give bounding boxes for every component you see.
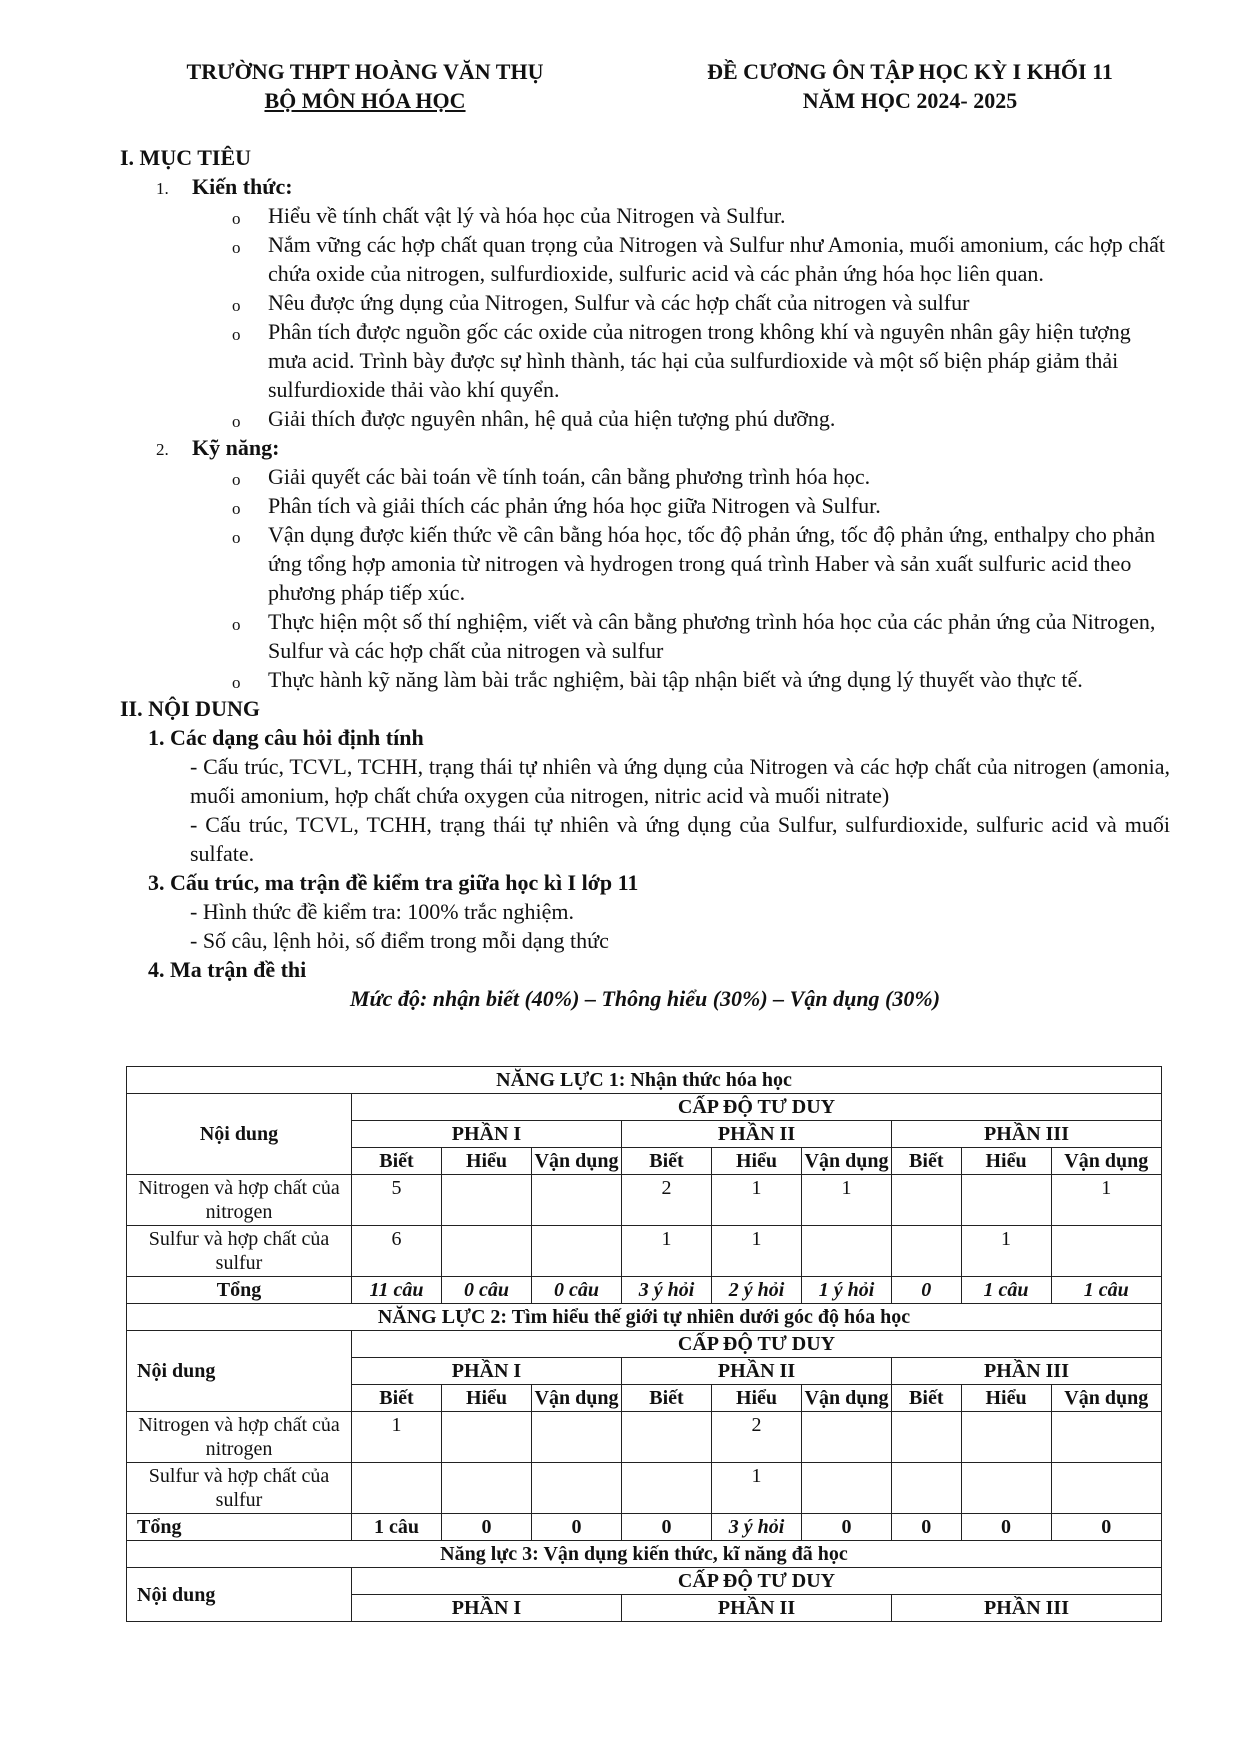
table-cell: 2 <box>622 1175 712 1226</box>
list-item: o Nắm vững các hợp chất quan trọng của Nitrogen và Sulfur như Amonia, muối amonium, các hợp chất chứa oxide của nitrogen, sulfurdioxide, sulfuric acid và các phản ứng hóa học liên quan. <box>232 232 1165 286</box>
table-cell <box>892 1463 962 1514</box>
table-row <box>127 1412 1162 1463</box>
table-row <box>127 1331 1162 1358</box>
total-cell: 11 câu <box>352 1277 442 1304</box>
qualitative-line-2: - Cấu trúc, TCVL, TCHH, trạng thái tự nhiên và ứng dụng của Sulfur, sulfurdioxide, sulfuric acid và muối sulfate. <box>190 812 1170 866</box>
level-header: CẤP ĐỘ TƯ DUY <box>352 1331 1162 1358</box>
level-apply: Vận dụng <box>1051 1385 1161 1412</box>
table-row <box>127 1541 1162 1568</box>
total-cell: 0 câu <box>532 1277 622 1304</box>
table-cell <box>352 1463 442 1514</box>
table-row <box>127 1463 1162 1514</box>
total-cell: 0 câu <box>442 1277 532 1304</box>
table-cell: 1 <box>622 1226 712 1277</box>
bullet-icon: o <box>232 499 241 518</box>
part-1-header: PHẦN I <box>352 1121 622 1148</box>
level-know: Biết <box>892 1148 962 1175</box>
total-cell: 0 <box>892 1514 962 1541</box>
subsection-structure-title: 3. Cấu trúc, ma trận đề kiểm tra giữa học kì I lớp 11 <box>148 870 639 895</box>
bullet-icon: o <box>232 325 241 344</box>
table-cell: 1 <box>961 1226 1051 1277</box>
level-know: Biết <box>352 1148 442 1175</box>
level-apply: Vận dụng <box>532 1385 622 1412</box>
table-row <box>127 1514 1162 1541</box>
subsection-qualitative-title: 1. Các dạng câu hỏi định tính <box>148 725 424 750</box>
table-cell <box>442 1463 532 1514</box>
table-cell <box>532 1463 622 1514</box>
total-cell: 0 <box>442 1514 532 1541</box>
header-right <box>640 57 1180 115</box>
bullet-icon: o <box>232 528 241 547</box>
table-row <box>127 1277 1162 1304</box>
total-cell: 0 <box>802 1514 892 1541</box>
level-apply: Vận dụng <box>532 1148 622 1175</box>
document-title: ĐỀ CƯƠNG ÔN TẬP HỌC KỲ I KHỐI 11 <box>707 59 1113 84</box>
list-item: o Phân tích được nguồn gốc các oxide của nitrogen trong không khí và nguyên nhân gây hiện tượng mưa acid. Trình bày được sự hình thành, tác hại của sulfurdioxide và một số biện pháp giảm thải sulfurdioxide thải vào khí quyển. <box>232 319 1131 402</box>
level-apply: Vận dụng <box>1051 1148 1161 1175</box>
knowledge-heading <box>120 172 1170 201</box>
list-item: o Thực hành kỹ năng làm bài trắc nghiệm, bài tập nhận biết và ứng dụng lý thuyết vào thực tế. <box>268 665 1170 694</box>
part-3-header: PHẦN III <box>892 1595 1162 1622</box>
table-cell: 1 <box>1051 1175 1161 1226</box>
level-understand: Hiểu <box>442 1148 532 1175</box>
level-understand: Hiểu <box>712 1385 802 1412</box>
table-cell <box>1051 1463 1161 1514</box>
part-1-header: PHẦN I <box>352 1358 622 1385</box>
table-cell <box>802 1226 892 1277</box>
total-cell: 0 <box>1051 1514 1161 1541</box>
school-year: NĂM HỌC 2024- 2025 <box>802 88 1018 113</box>
total-cell: 1 ý hỏi <box>802 1277 892 1304</box>
section-content-title: II. NỘI DUNG <box>120 696 260 721</box>
competency-1-title: NĂNG LỰC 1: Nhận thức hóa học <box>127 1067 1162 1094</box>
total-cell: 0 <box>961 1514 1051 1541</box>
table-cell <box>532 1175 622 1226</box>
level-know: Biết <box>622 1385 712 1412</box>
table-cell: 1 <box>352 1412 442 1463</box>
total-label: Tổng <box>127 1514 352 1541</box>
table-cell <box>961 1463 1051 1514</box>
table-cell <box>802 1463 892 1514</box>
competency-3-title: Năng lực 3: Vận dụng kiến thức, kĩ năng đã học <box>127 1541 1162 1568</box>
structure-line-2: - Số câu, lệnh hỏi, số điểm trong mỗi dạng thức <box>190 928 609 953</box>
table-cell: 1 <box>712 1226 802 1277</box>
table-cell <box>961 1175 1051 1226</box>
level-header: CẤP ĐỘ TƯ DUY <box>352 1568 1162 1595</box>
level-understand: Hiểu <box>442 1385 532 1412</box>
table-row <box>127 1226 1162 1277</box>
content-header: Nội dung <box>127 1568 352 1622</box>
table-cell <box>532 1412 622 1463</box>
part-2-header: PHẦN II <box>622 1121 892 1148</box>
level-apply: Vận dụng <box>802 1148 892 1175</box>
knowledge-title: Kiến thức: <box>192 174 293 199</box>
bullet-icon: o <box>232 470 241 489</box>
level-know: Biết <box>892 1385 962 1412</box>
document-body <box>120 143 1170 1013</box>
content-header: Nội dung <box>127 1094 352 1175</box>
total-cell: 1 câu <box>352 1514 442 1541</box>
table-cell: 5 <box>352 1175 442 1226</box>
part-1-header: PHẦN I <box>352 1595 622 1622</box>
content-header: Nội dung <box>127 1331 352 1412</box>
bullet-icon: o <box>232 615 241 634</box>
table-cell <box>622 1463 712 1514</box>
skills-list <box>120 462 1170 694</box>
total-cell: 1 câu <box>961 1277 1051 1304</box>
table-cell <box>532 1226 622 1277</box>
table-cell <box>442 1412 532 1463</box>
row-label: Nitrogen và hợp chất của nitrogen <box>127 1412 352 1463</box>
list-item: o Hiểu về tính chất vật lý và hóa học của Nitrogen và Sulfur. <box>268 201 1170 230</box>
table-cell: 2 <box>712 1412 802 1463</box>
total-cell: 3 ý hỏi <box>622 1277 712 1304</box>
table-row <box>127 1094 1162 1121</box>
table-cell <box>442 1226 532 1277</box>
table-cell <box>892 1412 962 1463</box>
list-item: o Phân tích và giải thích các phản ứng hóa học giữa Nitrogen và Sulfur. <box>268 491 1170 520</box>
skills-title: Kỹ năng: <box>192 435 280 460</box>
matrix-caption: Mức độ: nhận biết (40%) – Thông hiểu (30%) – Vận dụng (30%) <box>349 986 941 1011</box>
table-cell <box>961 1412 1051 1463</box>
table-row <box>127 1304 1162 1331</box>
skills-heading <box>120 433 1170 462</box>
part-2-header: PHẦN II <box>622 1595 892 1622</box>
knowledge-number: 1. <box>156 179 169 198</box>
subsection-matrix-title: 4. Ma trận đề thi <box>148 957 307 982</box>
table-cell <box>802 1412 892 1463</box>
list-item: o Nêu được ứng dụng của Nitrogen, Sulfur và các hợp chất của nitrogen và sulfur <box>268 288 1170 317</box>
table-row <box>127 1067 1162 1094</box>
bullet-icon: o <box>232 209 241 228</box>
table-cell <box>892 1175 962 1226</box>
total-cell: 3 ý hỏi <box>712 1514 802 1541</box>
row-label: Sulfur và hợp chất của sulfur <box>127 1463 352 1514</box>
competency-2-title: NĂNG LỰC 2: Tìm hiểu thế giới tự nhiên dưới góc độ hóa học <box>127 1304 1162 1331</box>
knowledge-list <box>120 201 1170 433</box>
level-know: Biết <box>352 1385 442 1412</box>
school-name: TRƯỜNG THPT HOÀNG VĂN THỤ <box>186 59 544 84</box>
bullet-icon: o <box>232 296 241 315</box>
list-item: o Thực hiện một số thí nghiệm, viết và cân bằng phương trình hóa học của các phản ứng của Nitrogen, Sulfur và các hợp chất của nitrogen và sulfur <box>232 609 1156 663</box>
level-header: CẤP ĐỘ TƯ DUY <box>352 1094 1162 1121</box>
list-item: o Giải quyết các bài toán về tính toán, cân bằng phương trình hóa học. <box>268 462 1170 491</box>
bullet-icon: o <box>232 238 241 257</box>
table-row <box>127 1568 1162 1595</box>
level-understand: Hiểu <box>712 1148 802 1175</box>
section-objectives-title: I. MỤC TIÊU <box>120 145 252 170</box>
table-row <box>127 1175 1162 1226</box>
row-label: Sulfur và hợp chất của sulfur <box>127 1226 352 1277</box>
level-know: Biết <box>622 1148 712 1175</box>
part-2-header: PHẦN II <box>622 1358 892 1385</box>
table-cell <box>622 1412 712 1463</box>
skills-number: 2. <box>156 440 169 459</box>
total-cell: 1 câu <box>1051 1277 1161 1304</box>
table-cell <box>1051 1412 1161 1463</box>
part-3-header: PHẦN III <box>892 1358 1162 1385</box>
total-cell: 2 ý hỏi <box>712 1277 802 1304</box>
list-item: o Giải thích được nguyên nhân, hệ quả của hiện tượng phú dưỡng. <box>268 404 1170 433</box>
table-cell: 1 <box>712 1463 802 1514</box>
qualitative-line-1: - Cấu trúc, TCVL, TCHH, trạng thái tự nhiên và ứng dụng của Nitrogen và các hợp chất của nitrogen (amonia, muối amonium, hợp chất chứa oxygen của nitrogen, nitric acid và muối nitrate) <box>190 754 1170 808</box>
exam-matrix-table <box>126 1066 1162 1622</box>
level-understand: Hiểu <box>961 1385 1051 1412</box>
part-3-header: PHẦN III <box>892 1121 1162 1148</box>
level-apply: Vận dụng <box>802 1385 892 1412</box>
total-cell: 0 <box>532 1514 622 1541</box>
total-label: Tổng <box>127 1277 352 1304</box>
bullet-icon: o <box>232 673 241 692</box>
table-cell <box>442 1175 532 1226</box>
structure-line-1: - Hình thức đề kiểm tra: 100% trắc nghiệm. <box>190 899 574 924</box>
total-cell: 0 <box>892 1277 962 1304</box>
total-cell: 0 <box>622 1514 712 1541</box>
level-understand: Hiểu <box>961 1148 1051 1175</box>
list-item: o Vận dụng được kiến thức về cân bằng hóa học, tốc độ phản ứng, tốc độ phản ứng, enthalpy cho phản ứng tổng hợp amonia từ nitrogen và hydrogen trong quá trình Haber và sản xuất sulfuric acid theo phương pháp tiếp xúc. <box>232 522 1156 605</box>
bullet-icon: o <box>232 412 241 431</box>
table-cell <box>892 1226 962 1277</box>
table-cell: 6 <box>352 1226 442 1277</box>
row-label: Nitrogen và hợp chất của nitrogen <box>127 1175 352 1226</box>
table-cell: 1 <box>802 1175 892 1226</box>
table-cell: 1 <box>712 1175 802 1226</box>
department-name: BỘ MÔN HÓA HỌC <box>264 88 466 113</box>
header-left <box>150 57 580 115</box>
table-cell <box>1051 1226 1161 1277</box>
